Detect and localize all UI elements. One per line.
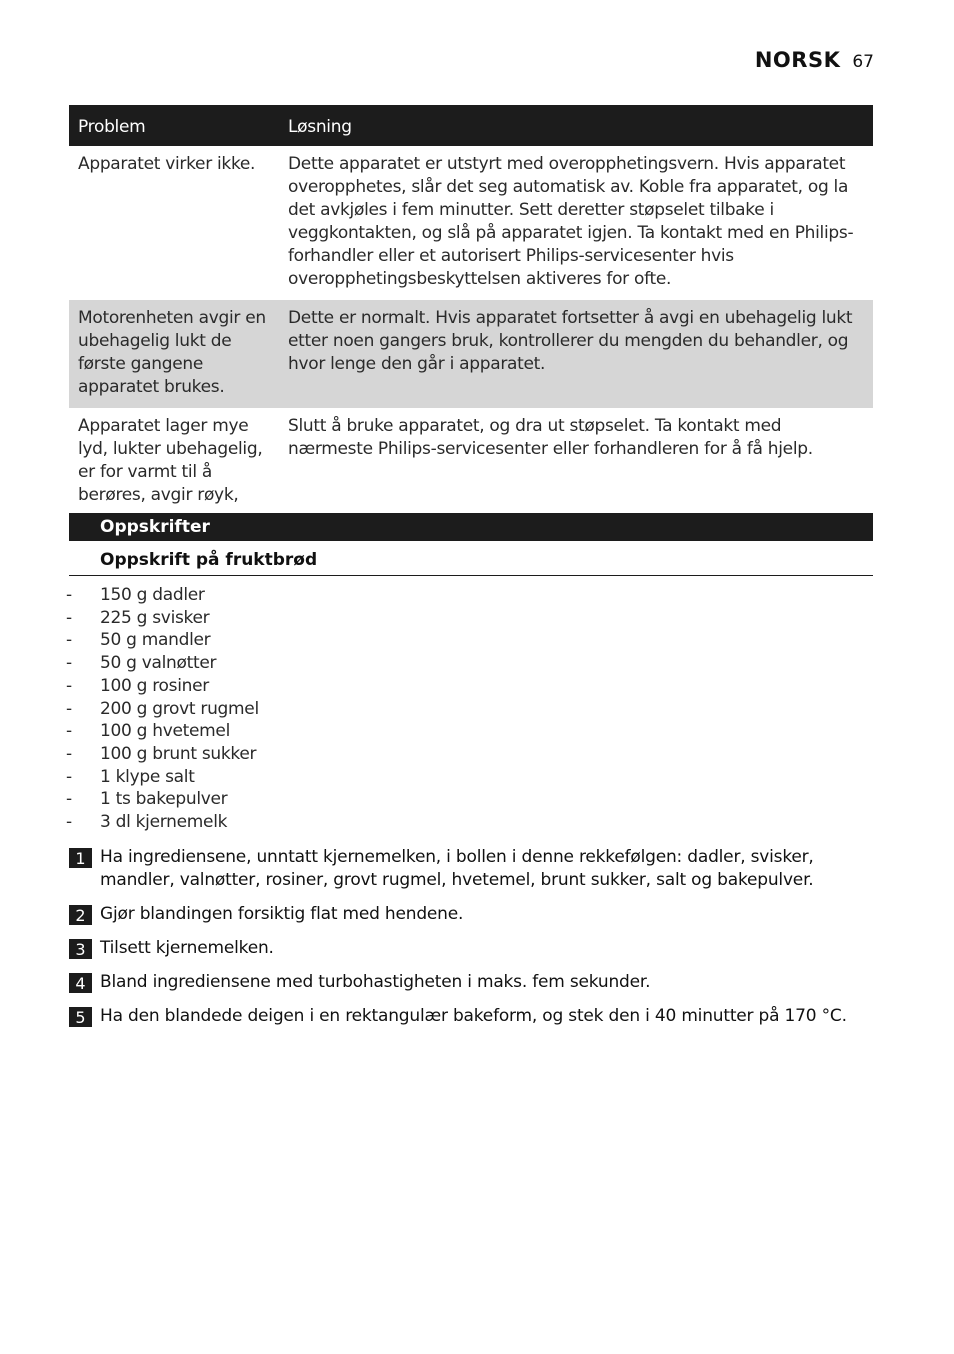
bullet-dash: -: [66, 789, 72, 810]
ingredient-text: 3 dl kjernemelk: [100, 812, 228, 833]
solution-cell: Dette er normalt. Hvis apparatet fortsetter å avgi en ubehagelig lukt etter noen gangers bruk, kontrollerer du mengden du behandler, og hvor lenge den går i apparatet.: [279, 300, 873, 408]
bullet-dash: -: [66, 585, 72, 605]
list-item: [66, 743, 259, 766]
troubleshooting-table: [69, 105, 873, 539]
step-text: Ha ingrediensene, unntatt kjernemelken, i bollen i denne rekkefølgen: dadler, svisker, mandler, valnøtter, rosiner, grovt rugmel, hvetemel, brunt sukker, salt og bakepulver.: [100, 847, 814, 890]
bullet-dash: -: [66, 675, 72, 696]
bullet-dash: -: [66, 630, 72, 651]
solution-cell: Slutt å bruke apparatet, og dra ut støpselet. Ta kontakt med nærmeste Philips-servicesenter eller forhandleren for å få hjelp.: [288, 416, 813, 459]
bullet-dash: -: [66, 653, 72, 674]
solution-cell: Dette apparatet er utstyrt med overopphetingsvern. Hvis apparatet overopphetes, slår det seg automatisk av. Koble fra apparatet, og la det avkjøles i fem minutter. Sett deretter støpselet tilbake i veggkontakten, og slå på apparatet igjen. Ta kontakt med en Philips-forhandler eller et autorisert Philips-servicesenter hvis overopphetingsbeskyttelsen aktiveres for ofte.: [288, 154, 854, 289]
list-item: [66, 720, 259, 743]
step-number-badge: 5: [69, 1007, 92, 1027]
bullet-dash: -: [66, 766, 72, 787]
list-item: [66, 607, 259, 630]
step-text: Bland ingrediensene med turbohastigheten i maks. fem sekunder.: [100, 972, 651, 992]
column-header-solution: Løsning: [279, 105, 873, 146]
step-item: [69, 937, 873, 960]
list-item: [66, 811, 259, 834]
step-item: [69, 846, 873, 892]
step-text: Gjør blandingen forsiktig flat med hendene.: [100, 904, 464, 924]
step-number-badge: 1: [69, 848, 92, 868]
step-item: [69, 903, 873, 926]
step-text: Ha den blandede deigen i en rektangulær bakeform, og stek den i 40 minutter på 170 °C.: [100, 1006, 847, 1026]
bullet-dash: -: [66, 743, 72, 764]
recipe-steps: [69, 846, 873, 1039]
list-item: [66, 629, 259, 652]
section-title: Oppskrifter: [100, 517, 210, 537]
ingredient-text: 100 g rosiner: [100, 675, 209, 696]
language-label: NORSK: [754, 48, 841, 72]
ingredient-text: 50 g mandler: [100, 630, 211, 651]
list-item: [66, 766, 259, 789]
bullet-dash: -: [66, 812, 72, 833]
page-number: 67: [852, 52, 874, 72]
ingredient-text: 1 ts bakepulver: [100, 789, 228, 810]
ingredient-text: 200 g grovt rugmel: [100, 698, 259, 719]
column-header-problem: Problem: [69, 105, 279, 146]
ingredient-list: [66, 584, 259, 834]
bullet-dash: -: [66, 607, 72, 628]
ingredient-text: 100 g brunt sukker: [100, 743, 257, 764]
problem-cell: Apparatet virker ikke.: [78, 154, 256, 174]
page-header: [755, 48, 874, 72]
step-number-badge: 2: [69, 905, 92, 925]
table-row: [69, 300, 873, 408]
ingredient-text: 1 klype salt: [100, 766, 195, 787]
ingredient-text: 225 g svisker: [100, 607, 210, 628]
bullet-dash: -: [66, 721, 72, 742]
recipe-title: Oppskrift på fruktbrød: [100, 550, 318, 570]
ingredient-text: 50 g valnøtter: [100, 653, 217, 674]
section-header-bar: [69, 513, 873, 541]
step-item: [69, 1005, 873, 1028]
step-text: Tilsett kjernemelken.: [100, 938, 274, 958]
table-header-row: [69, 105, 873, 146]
list-item: [66, 584, 259, 607]
step-number-badge: 4: [69, 973, 92, 993]
step-number-badge: 3: [69, 939, 92, 959]
bullet-dash: -: [66, 698, 72, 719]
problem-cell: Apparatet lager mye lyd, lukter ubehagelig, er for varmt til å berøres, avgir røyk,: [78, 416, 263, 505]
list-item: [66, 788, 259, 811]
ingredient-text: 100 g hvetemel: [100, 721, 231, 742]
list-item: [66, 698, 259, 721]
ingredient-text: 150 g dadler: [100, 585, 205, 605]
list-item: [66, 652, 259, 675]
problem-cell: Motorenheten avgir en ubehagelig lukt de første gangene apparatet brukes.: [69, 300, 279, 408]
step-item: [69, 971, 873, 994]
table-row: [69, 146, 873, 300]
recipe-heading: [69, 549, 873, 576]
list-item: [66, 675, 259, 698]
